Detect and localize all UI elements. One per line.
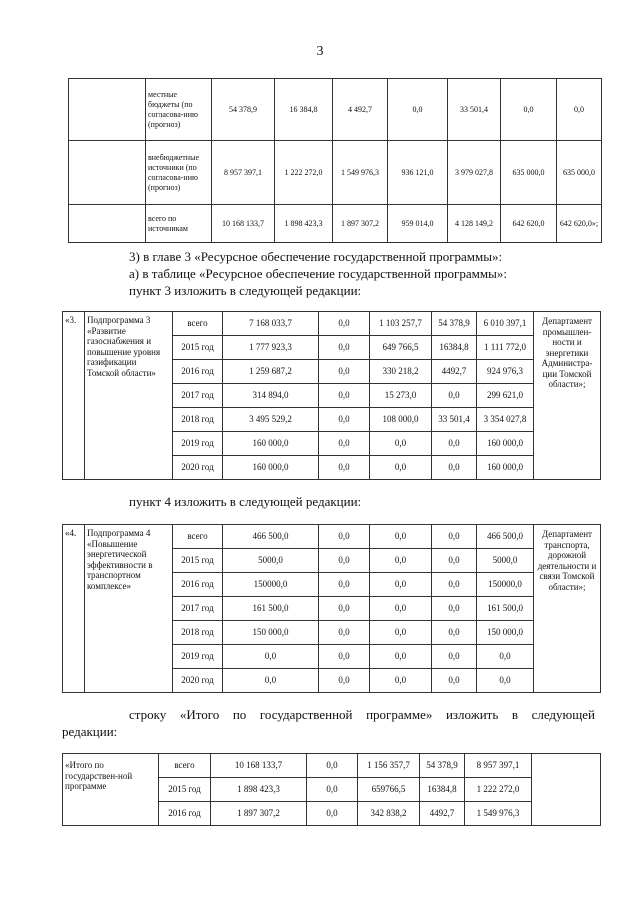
cell-value: 0,0 xyxy=(319,621,370,645)
cell-value: 0,0 xyxy=(319,432,370,456)
cell-value: 160 000,0 xyxy=(477,432,534,456)
subprogram-name: Подпрограмма 4 «Повышение энергетической эффективности в транспортном комплексе» xyxy=(85,525,173,693)
table-row xyxy=(69,79,602,141)
cell-value: 0,0 xyxy=(432,621,477,645)
year-label: 2018 год xyxy=(173,621,223,645)
year-label: 2019 год xyxy=(173,432,223,456)
cell-value: 160 000,0 xyxy=(477,456,534,480)
year-label: 2017 год xyxy=(173,384,223,408)
table-row xyxy=(63,754,601,778)
total-row-label: «Итого по государствен-ной программе xyxy=(63,754,159,826)
year-label: 2020 год xyxy=(173,456,223,480)
cell-value: 0,0 xyxy=(319,336,370,360)
cell-value: 3 354 027,8 xyxy=(477,408,534,432)
row-label: всего по источникам xyxy=(146,205,212,243)
cell-value: 1 259 687,2 xyxy=(223,360,319,384)
cell-value: 659766,5 xyxy=(358,778,420,802)
cell-value: 8 957 397,1 xyxy=(465,754,532,778)
cell-value: 1 898 423,3 xyxy=(275,205,333,243)
year-label: 2019 год xyxy=(173,645,223,669)
amendment-text-line: 3) в главе 3 «Ресурсное обеспечение государственной программы»: xyxy=(129,249,503,264)
cell-value: 0,0 xyxy=(319,525,370,549)
cell-value: 0,0 xyxy=(319,312,370,336)
cell-value: 959 014,0 xyxy=(388,205,448,243)
cell-value: 0,0 xyxy=(319,408,370,432)
cell-value: 150000,0 xyxy=(223,573,319,597)
cell-value: 0,0 xyxy=(432,573,477,597)
cell-value: 0,0 xyxy=(370,525,432,549)
cell-value: 3 979 027,8 xyxy=(448,141,501,205)
cell-value: 0,0 xyxy=(370,573,432,597)
year-label: 2016 год xyxy=(173,360,223,384)
cell-value: 15 273,0 xyxy=(370,384,432,408)
cell-value: 0,0 xyxy=(319,597,370,621)
cell-value: 1 222 272,0 xyxy=(465,778,532,802)
blank-cell xyxy=(69,141,146,205)
cell-value: 0,0 xyxy=(223,669,319,693)
year-label: 2015 год xyxy=(173,336,223,360)
cell-value: 0,0 xyxy=(319,549,370,573)
cell-value: 1 897 307,2 xyxy=(333,205,388,243)
cell-value: 3 495 529,2 xyxy=(223,408,319,432)
cell-value: 10 168 133,7 xyxy=(211,754,307,778)
cell-value: 0,0 xyxy=(370,621,432,645)
cell-value: 1 103 257,7 xyxy=(370,312,432,336)
year-label: всего xyxy=(173,312,223,336)
cell-value: 1 222 272,0 xyxy=(275,141,333,205)
cell-value: 33 501,4 xyxy=(448,79,501,141)
cell-value: 0,0 xyxy=(319,645,370,669)
cell-value: 466 500,0 xyxy=(223,525,319,549)
cell-value: 160 000,0 xyxy=(223,432,319,456)
cell-value: 0,0 xyxy=(477,645,534,669)
cell-value: 0,0 xyxy=(388,79,448,141)
cell-value: 0,0 xyxy=(319,456,370,480)
amendment-text-line: строку «Итого по государственной программе» изложить в следующей xyxy=(129,707,595,722)
cell-value: 936 121,0 xyxy=(388,141,448,205)
year-label: 2016 год xyxy=(159,802,211,826)
cell-value: 0,0 xyxy=(307,754,358,778)
cell-value: 160 000,0 xyxy=(223,456,319,480)
cell-value: 0,0 xyxy=(432,645,477,669)
cell-value: 0,0 xyxy=(432,456,477,480)
year-label: 2020 год xyxy=(173,669,223,693)
cell-value: 0,0 xyxy=(501,79,557,141)
cell-value: 1 898 423,3 xyxy=(211,778,307,802)
table-row xyxy=(63,312,601,336)
cell-value: 0,0 xyxy=(370,669,432,693)
subprogram-name: Подпрограмма 3 «Развитие газоснабжения и повышение уровня газификации Томской области» xyxy=(85,312,173,480)
page-number: 3 xyxy=(316,44,324,59)
cell-value: 150 000,0 xyxy=(223,621,319,645)
year-label: всего xyxy=(159,754,211,778)
blank-cell xyxy=(69,79,146,141)
cell-value: 33 501,4 xyxy=(432,408,477,432)
cell-value: 924 976,3 xyxy=(477,360,534,384)
cell-value: 0,0 xyxy=(319,360,370,384)
subprogram-3-table xyxy=(62,311,601,480)
cell-value: 0,0 xyxy=(477,669,534,693)
cell-value: 8 957 397,1 xyxy=(212,141,275,205)
cell-value: 0,0 xyxy=(432,597,477,621)
funding-sources-table xyxy=(68,78,602,243)
year-label: 2016 год xyxy=(173,573,223,597)
table-row xyxy=(63,525,601,549)
table-row xyxy=(69,205,602,243)
cell-value: 1 111 772,0 xyxy=(477,336,534,360)
cell-value: 0,0 xyxy=(432,549,477,573)
amendment-text-line: редакции: xyxy=(62,724,118,739)
item-number: «4. xyxy=(63,525,85,693)
cell-value: 0,0 xyxy=(307,778,358,802)
cell-value: 16384,8 xyxy=(420,778,465,802)
cell-value: 635 000,0 xyxy=(557,141,602,205)
cell-value: 7 168 033,7 xyxy=(223,312,319,336)
amendment-text-line: пункт 4 изложить в следующей редакции: xyxy=(129,494,362,509)
cell-value: 0,0 xyxy=(432,432,477,456)
cell-value: 1 777 923,3 xyxy=(223,336,319,360)
cell-value: 0,0 xyxy=(370,549,432,573)
cell-value: 0,0 xyxy=(370,645,432,669)
cell-value: 1 897 307,2 xyxy=(211,802,307,826)
cell-value: 4492,7 xyxy=(420,802,465,826)
cell-value: 649 766,5 xyxy=(370,336,432,360)
cell-value: 0,0 xyxy=(432,525,477,549)
program-total-table xyxy=(62,753,601,826)
subprogram-4-table xyxy=(62,524,601,693)
cell-value: 0,0 xyxy=(557,79,602,141)
cell-value: 466 500,0 xyxy=(477,525,534,549)
cell-value: 0,0 xyxy=(319,669,370,693)
cell-value: 4 492,7 xyxy=(333,79,388,141)
cell-value: 54 378,9 xyxy=(420,754,465,778)
cell-value: 54 378,9 xyxy=(212,79,275,141)
cell-value: 0,0 xyxy=(319,573,370,597)
year-label: 2015 год xyxy=(159,778,211,802)
cell-value: 150000,0 xyxy=(477,573,534,597)
row-label: внебюджетные источники (по согласова-нию (прогноз) xyxy=(146,141,212,205)
cell-value: 0,0 xyxy=(432,669,477,693)
cell-value: 0,0 xyxy=(319,384,370,408)
cell-value: 0,0 xyxy=(370,456,432,480)
cell-value: 0,0 xyxy=(223,645,319,669)
cell-value: 299 621,0 xyxy=(477,384,534,408)
blank-cell xyxy=(69,205,146,243)
cell-value: 16384,8 xyxy=(432,336,477,360)
cell-value: 161 500,0 xyxy=(223,597,319,621)
row-label: местные бюджеты (по согласова-нию (прогноз) xyxy=(146,79,212,141)
cell-value: 161 500,0 xyxy=(477,597,534,621)
cell-value: 5000,0 xyxy=(477,549,534,573)
cell-value: 314 894,0 xyxy=(223,384,319,408)
cell-value: 5000,0 xyxy=(223,549,319,573)
cell-value: 0,0 xyxy=(307,802,358,826)
cell-value: 10 168 133,7 xyxy=(212,205,275,243)
cell-value: 1 549 976,3 xyxy=(465,802,532,826)
cell-value: 342 838,2 xyxy=(358,802,420,826)
table-row xyxy=(69,141,602,205)
year-label: 2018 год xyxy=(173,408,223,432)
year-label: 2015 год xyxy=(173,549,223,573)
cell-value: 54 378,9 xyxy=(432,312,477,336)
cell-value: 635 000,0 xyxy=(501,141,557,205)
cell-value: 150 000,0 xyxy=(477,621,534,645)
cell-value: 0,0 xyxy=(370,597,432,621)
cell-value: 6 010 397,1 xyxy=(477,312,534,336)
cell-value: 4 128 149,2 xyxy=(448,205,501,243)
amendment-text-line: пункт 3 изложить в следующей редакции: xyxy=(129,283,362,298)
cell-value: 108 000,0 xyxy=(370,408,432,432)
year-label: всего xyxy=(173,525,223,549)
cell-value: 642 620,0 xyxy=(501,205,557,243)
amendment-text-line: а) в таблице «Ресурсное обеспечение государственной программы»: xyxy=(129,266,507,281)
cell-value: 0,0 xyxy=(432,384,477,408)
cell-value: 330 218,2 xyxy=(370,360,432,384)
blank-cell xyxy=(532,754,601,826)
cell-value: 642 620,0»; xyxy=(557,205,602,243)
year-label: 2017 год xyxy=(173,597,223,621)
cell-value: 0,0 xyxy=(370,432,432,456)
cell-value: 16 384,8 xyxy=(275,79,333,141)
department-cell: Департамент промышлен-ности и энергетики Администра-ции Томской области»; xyxy=(534,312,601,480)
department-cell: Департамент транспорта, дорожной деятельности и связи Томской области»; xyxy=(534,525,601,693)
cell-value: 4492,7 xyxy=(432,360,477,384)
cell-value: 1 156 357,7 xyxy=(358,754,420,778)
item-number: «3. xyxy=(63,312,85,480)
cell-value: 1 549 976,3 xyxy=(333,141,388,205)
